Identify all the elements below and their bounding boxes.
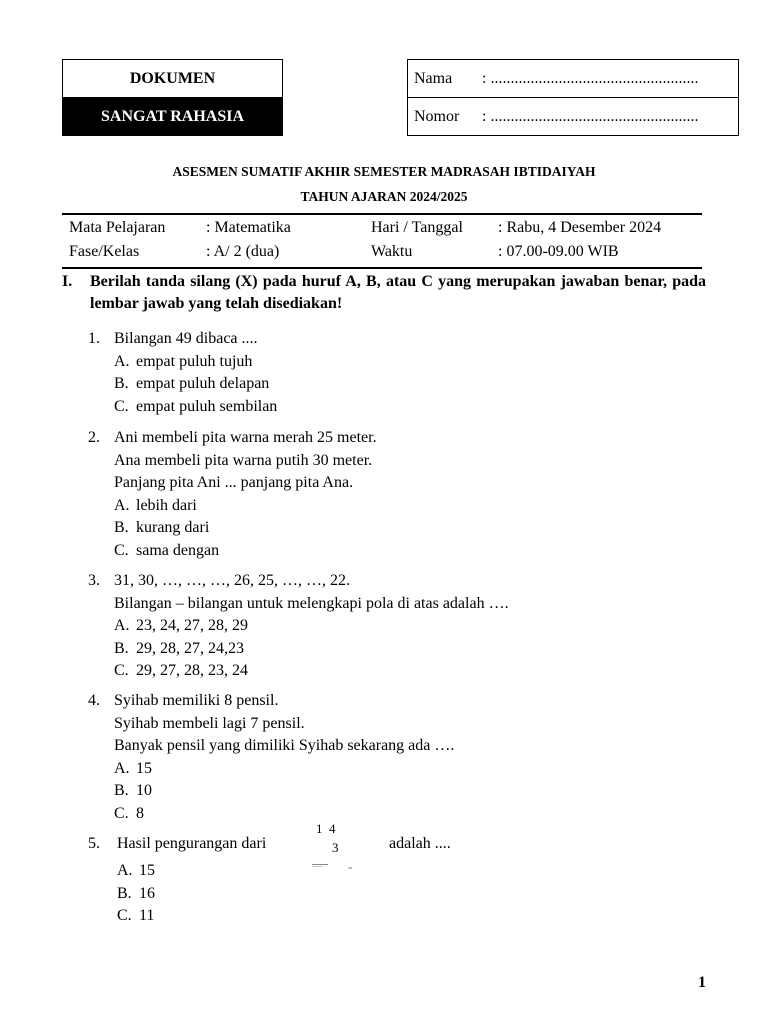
number-row: [408, 97, 738, 135]
section-number: I.: [62, 273, 73, 290]
name-field[interactable]: : ....................................................: [482, 69, 699, 87]
question-text: Ana membeli pita warna putih 30 meter.: [114, 451, 373, 469]
question-text: Syihab membeli lagi 7 pensil.: [114, 714, 305, 732]
day-label: Hari / Tanggal: [371, 219, 463, 236]
question-text: Hasil pengurangan dari: [117, 835, 267, 852]
vertical-subtraction: [312, 822, 362, 876]
minus-operator: -: [348, 859, 353, 874]
document-label: DOKUMEN: [63, 60, 282, 98]
question-number: 5.: [88, 835, 100, 852]
instruction-text: Berilah tanda silang (X) pada huruf A, B, atau C yang merupakan jawaban benar, pada lembar jawab yang telah disediakan!: [90, 273, 706, 312]
subject-label: Mata Pelajaran: [69, 219, 166, 236]
subtrahend: 3: [332, 840, 339, 855]
option-c: C. sama dengan: [114, 541, 220, 559]
table-top-rule: [62, 213, 702, 215]
class-label: Fase/Kelas: [69, 243, 140, 260]
result-dots: .....: [312, 860, 322, 869]
question-text: Ani membeli pita warna merah 25 meter.: [114, 429, 377, 446]
question-number: 3.: [88, 572, 100, 589]
identity-box: [407, 59, 739, 136]
document-label-box: [62, 59, 283, 136]
question-text: Banyak pensil yang dimiliki Syihab sekarang ada ….: [114, 737, 455, 754]
option-b: B. empat puluh delapan: [114, 375, 270, 392]
table-bottom-rule: [62, 267, 702, 269]
exam-year: TAHUN AJARAN 2024/2025: [300, 189, 468, 204]
number-label: Nomor: [414, 107, 460, 125]
question-text-end: adalah ....: [389, 835, 451, 852]
option-a: A. empat puluh tujuh: [114, 352, 253, 370]
option-a: A. 23, 24, 27, 28, 29: [114, 617, 248, 634]
option-b: B. 16: [117, 884, 155, 902]
info-row-class: [62, 240, 702, 264]
minuend: 1 4: [316, 821, 336, 836]
option-c: C. 8: [114, 804, 144, 822]
info-row-subject: [62, 216, 702, 240]
question-text: Bilangan 49 dibaca ....: [114, 330, 258, 347]
secret-label: SANGAT RAHASIA: [63, 98, 282, 135]
number-field[interactable]: : ....................................................: [482, 107, 699, 125]
option-a: A. 15: [117, 862, 155, 879]
name-label: Nama: [414, 69, 453, 87]
option-c: C. 11: [117, 907, 155, 924]
name-row: [408, 60, 738, 97]
question-text: Syihab memiliki 8 pensil.: [114, 692, 279, 709]
question-number: 4.: [88, 692, 100, 709]
option-b: B. 29, 28, 27, 24,23: [114, 639, 244, 657]
day-value: : Rabu, 4 Desember 2024: [498, 219, 662, 236]
time-label: Waktu: [371, 243, 413, 260]
option-c: C. empat puluh sembilan: [114, 397, 278, 415]
question-text: Bilangan – bilangan untuk melengkapi pola di atas adalah ….: [114, 594, 509, 612]
question-text: Panjang pita Ani ... panjang pita Ana.: [114, 474, 354, 491]
question-text: 31, 30, …, …, …, 26, 25, …, …, 22.: [114, 572, 350, 589]
class-value: : A/ 2 (dua): [206, 243, 280, 260]
question-number: 2.: [88, 429, 100, 446]
option-b: B. kurang dari: [114, 519, 210, 536]
option-c: C. 29, 27, 28, 23, 24: [114, 662, 248, 679]
page-number: 1: [698, 974, 706, 991]
question-number: 1.: [88, 330, 100, 347]
option-b: B. 10: [114, 782, 152, 799]
exam-info-table: [62, 216, 702, 264]
option-a: A. lebih dari: [114, 496, 197, 514]
exam-title: ASESMEN SUMATIF AKHIR SEMESTER MADRASAH IBTIDAIYAH: [172, 164, 596, 179]
subject-value: : Matematika: [206, 219, 291, 236]
time-value: : 07.00-09.00 WIB: [498, 243, 619, 260]
option-a: A. 15: [114, 759, 152, 777]
